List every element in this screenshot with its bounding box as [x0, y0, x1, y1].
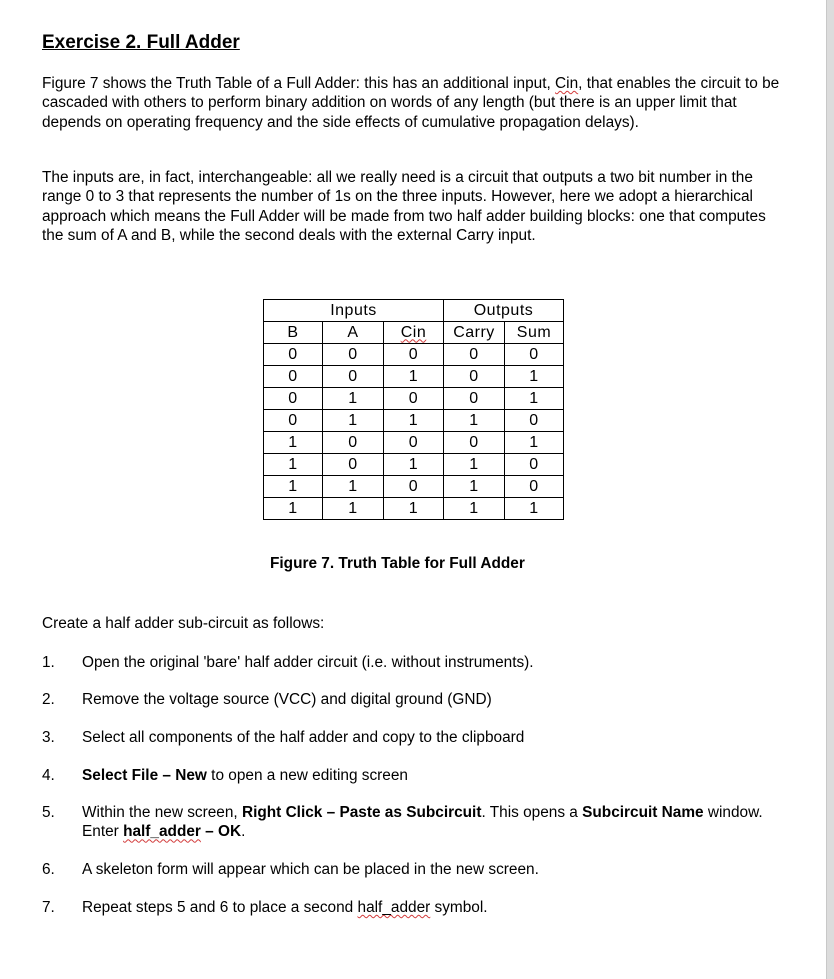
- table-cell-b: 1: [264, 476, 323, 498]
- step-1: [42, 653, 782, 672]
- column-header-sum: Sum: [505, 322, 564, 344]
- table-cell-sum: 0: [505, 410, 564, 432]
- table-cell-sum: 1: [505, 366, 564, 388]
- step-5-t2: . This opens a: [481, 804, 583, 821]
- inputs-group-header: Inputs: [264, 300, 444, 322]
- step-7-sq: half_adder: [357, 899, 431, 916]
- table-cell-cin: 1: [384, 410, 444, 432]
- p1-text-before: Figure 7 shows the Truth Table of a Full Adder: this has an additional input,: [42, 75, 556, 92]
- table-row: [264, 454, 564, 476]
- table-row: [264, 432, 564, 454]
- step-5-t4: .: [241, 823, 246, 841]
- cin-term: Cin: [555, 75, 579, 92]
- table-cell-carry: 0: [444, 366, 505, 388]
- table-column-header-row: [264, 322, 564, 344]
- table-cell-sum: 0: [505, 454, 564, 476]
- table-cell-cin: 0: [384, 432, 444, 454]
- step-2: [42, 690, 782, 709]
- table-cell-a: 1: [323, 476, 384, 498]
- truth-table: [263, 299, 564, 520]
- step-7: [42, 898, 782, 917]
- table-cell-carry: 0: [444, 388, 505, 410]
- table-cell-b: 0: [264, 388, 323, 410]
- step-number: 7.: [42, 899, 55, 916]
- table-cell-sum: 1: [505, 388, 564, 410]
- step-5-b4: – OK: [200, 823, 242, 841]
- step-5: [42, 803, 782, 842]
- column-header-a: A: [323, 322, 384, 344]
- table-cell-cin: 0: [384, 344, 444, 366]
- column-header-b: B: [264, 322, 323, 344]
- table-cell-a: 1: [323, 388, 384, 410]
- step-5-b2: Subcircuit Name: [582, 804, 704, 821]
- step-4-bold: Select File – New: [82, 767, 207, 784]
- step-number: 4.: [42, 767, 55, 784]
- table-cell-cin: 1: [384, 498, 444, 520]
- table-group-header-row: [264, 300, 564, 322]
- step-7-t1: Repeat steps 5 and 6 to place a second: [82, 899, 358, 916]
- step-text: [82, 898, 782, 917]
- table-cell-carry: 1: [444, 410, 505, 432]
- cin-header-text: Cin: [400, 323, 427, 341]
- step-text: Open the original 'bare' half adder circuit (i.e. without instruments).: [82, 654, 534, 671]
- step-5-t3: window. Enter: [82, 804, 763, 841]
- table-cell-sum: 0: [505, 476, 564, 498]
- table-cell-a: 0: [323, 454, 384, 476]
- step-number: 3.: [42, 729, 55, 746]
- step-5-b3: half_adder: [123, 823, 201, 841]
- figure-caption: Figure 7. Truth Table for Full Adder: [270, 555, 525, 572]
- step-text: Remove the voltage source (VCC) and digital ground (GND): [82, 691, 492, 708]
- step-3: [42, 728, 782, 747]
- table-row: [264, 410, 564, 432]
- table-row: [264, 388, 564, 410]
- table-row: [264, 498, 564, 520]
- step-number: 2.: [42, 691, 55, 708]
- table-cell-a: 1: [323, 498, 384, 520]
- intro-paragraph-1: [42, 74, 790, 132]
- table-cell-sum: 1: [505, 432, 564, 454]
- table-cell-b: 1: [264, 498, 323, 520]
- table-cell-a: 0: [323, 366, 384, 388]
- step-number: 6.: [42, 861, 55, 878]
- table-row: [264, 476, 564, 498]
- table-cell-cin: 0: [384, 388, 444, 410]
- table-cell-carry: 1: [444, 498, 505, 520]
- step-7-t2: symbol.: [430, 899, 488, 916]
- step-4-rest: to open a new editing screen: [206, 767, 408, 784]
- table-cell-carry: 1: [444, 454, 505, 476]
- step-6: [42, 860, 782, 879]
- outputs-group-header: Outputs: [444, 300, 564, 322]
- step-text: Select all components of the half adder and copy to the clipboard: [82, 729, 525, 746]
- page-title: Exercise 2. Full Adder: [42, 32, 240, 53]
- table-cell-cin: 1: [384, 366, 444, 388]
- step-4: [42, 766, 782, 785]
- table-cell-b: 0: [264, 344, 323, 366]
- table-cell-cin: 1: [384, 454, 444, 476]
- table-cell-b: 1: [264, 432, 323, 454]
- table-cell-a: 0: [323, 344, 384, 366]
- step-text: A skeleton form will appear which can be placed in the new screen.: [82, 861, 539, 878]
- table-cell-a: 1: [323, 410, 384, 432]
- instructions-intro: Create a half adder sub-circuit as follows:: [42, 615, 325, 632]
- table-cell-sum: 1: [505, 498, 564, 520]
- table-cell-cin: 0: [384, 476, 444, 498]
- step-text: [82, 803, 782, 842]
- column-header-carry: Carry: [444, 322, 505, 344]
- table-cell-b: 0: [264, 410, 323, 432]
- column-header-cin: [384, 322, 444, 344]
- step-number: 5.: [42, 804, 55, 821]
- step-text: [82, 766, 782, 785]
- intro-paragraph-2: The inputs are, in fact, interchangeable: all we really need is a circuit that outputs a two bit number in the range 0 to 3 that represents the number of 1s on the three inputs. However, here we adopt a hierarchical approach which means the Full Adder will be made from two half adder building blocks: one that computes the sum of A and B, while the second deals with the external Carry input.: [42, 169, 766, 244]
- table-cell-carry: 0: [444, 344, 505, 366]
- step-5-t1: Within the new screen,: [82, 804, 242, 821]
- table-cell-b: 0: [264, 366, 323, 388]
- table-cell-b: 1: [264, 454, 323, 476]
- page-edge: [826, 0, 834, 979]
- p1-text-after: , that enables the circuit to be cascaded with others to perform binary addition on words of any length (but there is an upper limit that depends on operating frequency and the side effects of cumulative propagation delays).: [42, 75, 780, 131]
- table-row: [264, 366, 564, 388]
- table-cell-sum: 0: [505, 344, 564, 366]
- step-number: 1.: [42, 654, 55, 671]
- table-cell-a: 0: [323, 432, 384, 454]
- table-cell-carry: 0: [444, 432, 505, 454]
- table-row: [264, 344, 564, 366]
- step-5-b1: Right Click – Paste as Subcircuit: [241, 804, 482, 821]
- table-cell-carry: 1: [444, 476, 505, 498]
